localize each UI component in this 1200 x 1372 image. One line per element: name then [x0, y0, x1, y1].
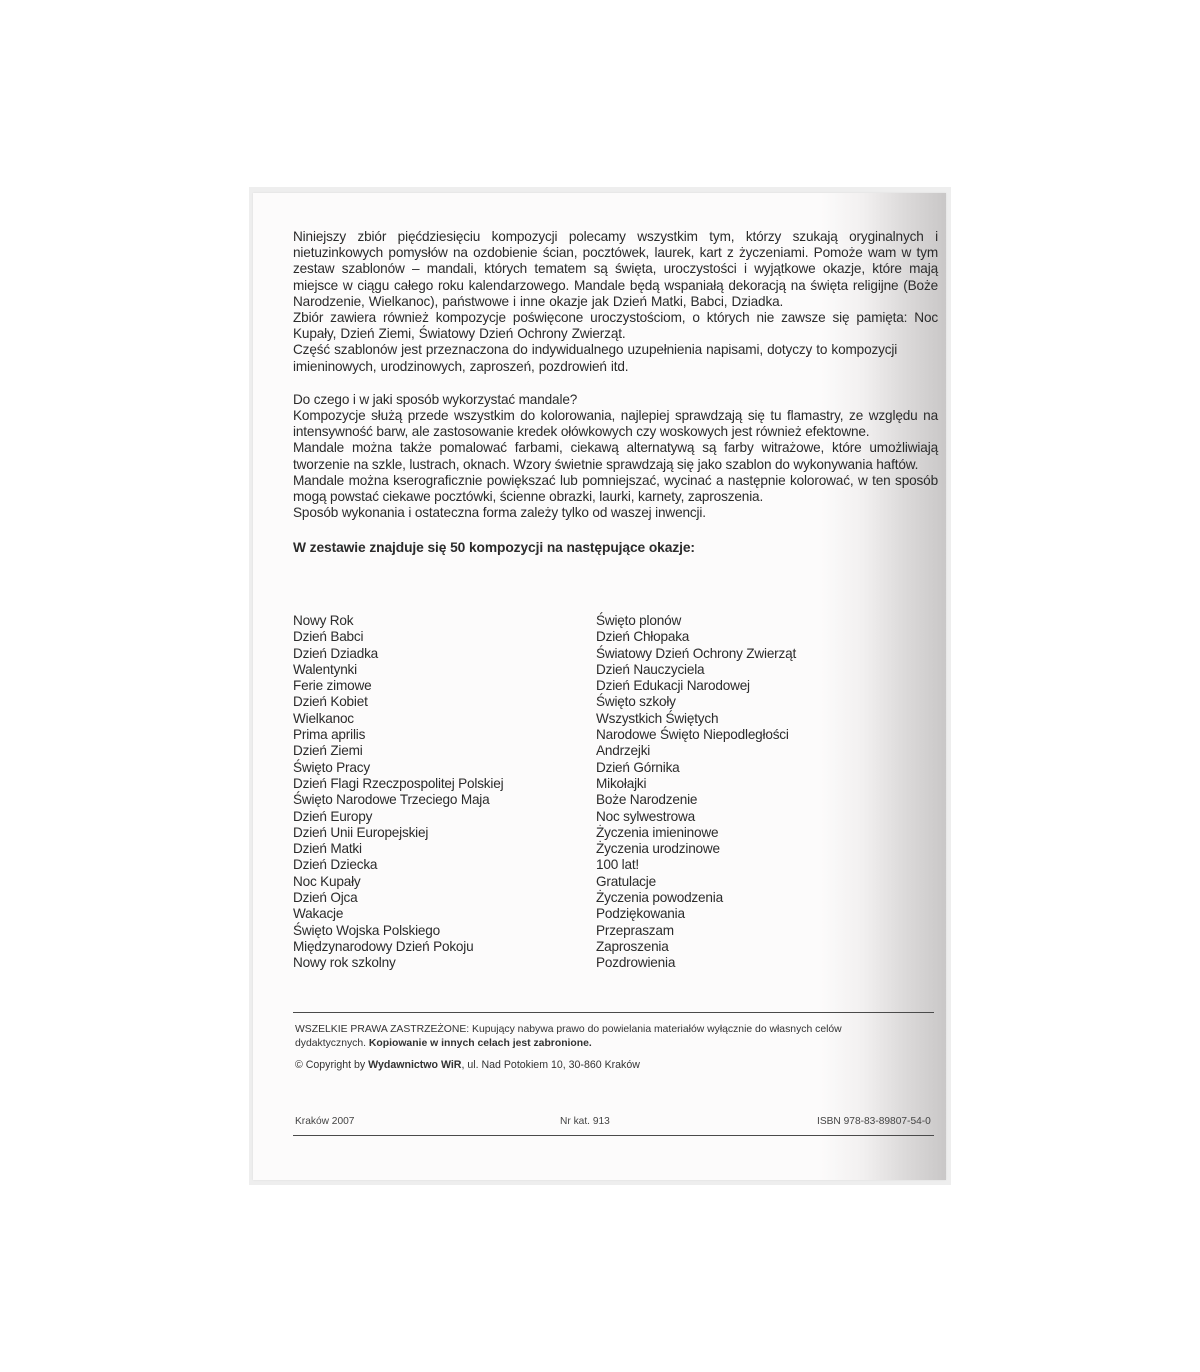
- occasion-item: Dzień Nauczyciela: [596, 661, 705, 677]
- occasion-item: Dzień Ziemi: [293, 743, 363, 759]
- occasion-item: Życzenia imieninowe: [596, 824, 719, 840]
- occasions-right-column: [596, 613, 796, 972]
- occasion-item: Dzień Europy: [293, 808, 373, 824]
- divider-bottom: [293, 1135, 934, 1136]
- occasion-item: Gratulacje: [596, 873, 656, 889]
- occasion-item: Boże Narodzenie: [596, 792, 698, 808]
- occasion-item: Nowy Rok: [293, 613, 354, 628]
- occasion-item: Święto Wojska Polskiego: [293, 922, 441, 938]
- usage-paragraph-2: Mandale można także pomalować farbami, ciekawą alternatywą są farby witrażowe, które umożliwiają tworzenie na szkle, lustrach, oknach. Wzory świetnie sprawdzają się jako szablon do wykonywania haftów.: [293, 440, 938, 472]
- intro-paragraph-2: Zbiór zawiera również kompozycje poświęcone uroczystościom, o których nie zawsze się pamięta: Noc Kupały, Dzień Ziemi, Światowy Dzień Ochrony Zwierząt.: [293, 310, 938, 342]
- occasion-item: Święto Narodowe Trzeciego Maja: [293, 792, 490, 808]
- occasions-left-column: [293, 613, 503, 972]
- occasion-item: Wielkanoc: [293, 710, 354, 726]
- usage-paragraph-4: Sposób wykonania i ostateczna forma zależy tylko od waszej inwencji.: [293, 505, 706, 521]
- rights-notice: [295, 1023, 855, 1052]
- copyright-prefix: © Copyright by: [295, 1059, 369, 1071]
- page-content: [293, 229, 938, 971]
- rights-bold-text: Kopiowanie w innych celach jest zabronione.: [368, 1038, 592, 1050]
- occasion-item: Andrzejki: [596, 743, 651, 759]
- occasion-item: Światowy Dzień Ochrony Zwierząt: [596, 645, 797, 661]
- occasions-heading: W zestawie znajduje się 50 kompozycji na następujące okazje:: [293, 540, 695, 556]
- occasion-item: Dzień Matki: [293, 841, 362, 857]
- usage-section: [293, 392, 938, 522]
- divider-top: [293, 1012, 934, 1013]
- occasion-item: Dzień Dziadka: [293, 645, 379, 661]
- occasion-item: Noc sylwestrowa: [596, 808, 695, 824]
- occasion-item: Międzynarodowy Dzień Pokoju: [293, 938, 474, 954]
- occasion-item: Narodowe Święto Niepodległości: [596, 727, 789, 743]
- intro-paragraph-3: Część szablonów jest przeznaczona do indywidualnego uzupełnienia napisami, dotyczy to kompozycji imieninowych, urodzinowych, zaproszeń, pozdrowień itd.: [293, 342, 898, 374]
- occasion-item: Dzień Kobiet: [293, 694, 368, 710]
- occasion-item: Dzień Babci: [293, 629, 364, 645]
- occasion-item: Życzenia powodzenia: [596, 890, 723, 906]
- occasion-item: Mikołajki: [596, 775, 647, 791]
- occasion-item: Noc Kupały: [293, 873, 361, 889]
- occasion-item: 100 lat!: [596, 857, 639, 873]
- intro-section: [293, 229, 938, 375]
- usage-question: Do czego i w jaki sposób wykorzystać mandale?: [293, 391, 578, 407]
- occasion-item: Życzenia urodzinowe: [596, 841, 720, 857]
- occasion-item: Dzień Górnika: [596, 759, 680, 775]
- occasion-item: Dzień Flagi Rzeczpospolitej Polskiej: [293, 775, 504, 791]
- occasion-item: Dzień Unii Europejskiej: [293, 824, 429, 840]
- occasion-item: Święto szkoły: [596, 694, 676, 710]
- intro-paragraph-1: Niniejszy zbiór pięćdziesięciu kompozycji polecamy wszystkim tym, którzy szukają oryginalnych i nietuzinkowych pomysłów na ozdobienie ścian, pocztówek, laurek, kart z życzeniami. Pomoże wam w tym zestaw szablonów – mandali, których tematem są święta, uroczystości i wyjątkowe okazje, które mają miejsce w ciągu całego roku kalendarzowego. Mandale będą wspaniałą dekoracją na święta religijne (Boże Narodzenie, Wielkanoc), państwowe i inne okazje jak Dzień Matki, Babci, Dziadka.: [293, 229, 938, 309]
- rights-text: WSZELKIE PRAWA ZASTRZEŻONE: Kupujący nabywa prawo do powielania materiałów wyłącznie do własnych celów dydaktycznych.: [295, 1024, 842, 1050]
- occasion-item: Przepraszam: [596, 922, 674, 938]
- occasion-item: Wszystkich Świętych: [596, 710, 719, 726]
- occasion-item: Prima aprilis: [293, 727, 366, 743]
- footer-place-year: Kraków 2007: [295, 1116, 355, 1127]
- occasion-item: Podziękowania: [596, 906, 685, 922]
- occasion-item: Święto Pracy: [293, 759, 370, 775]
- copyright-line: [295, 1059, 640, 1071]
- occasion-item: Dzień Dziecka: [293, 857, 378, 873]
- publisher-name: Wydawnictwo WiR: [368, 1059, 462, 1071]
- occasion-item: Nowy rok szkolny: [293, 955, 396, 971]
- occasion-item: Dzień Ojca: [293, 890, 358, 906]
- occasion-item: Święto plonów: [596, 613, 682, 628]
- occasion-item: Wakacje: [293, 906, 344, 922]
- publisher-address: , ul. Nad Potokiem 10, 30-860 Kraków: [461, 1059, 640, 1071]
- occasion-item: Pozdrowienia: [596, 955, 676, 971]
- footer-catalog-number: Nr kat. 913: [560, 1116, 610, 1127]
- footer-isbn: ISBN 978-83-89807-54-0: [817, 1116, 931, 1127]
- usage-paragraph-1: Kompozycje służą przede wszystkim do kolorowania, najlepiej sprawdzają się tu flamastry, ze względu na intensywność barw, ale zastosowanie kredek ołówkowych czy woskowych jest również efektowne.: [293, 408, 938, 440]
- occasion-item: Ferie zimowe: [293, 678, 372, 694]
- occasion-item: Dzień Chłopaka: [596, 629, 690, 645]
- usage-paragraph-3: Mandale można kserograficznie powiększać lub pomniejszać, wycinać a następnie kolorować, w ten sposób mogą powstać ciekawe pocztówki, ścienne obrazki, laurki, karnety, zaproszenia.: [293, 472, 938, 505]
- occasion-item: Dzień Edukacji Narodowej: [596, 678, 750, 694]
- occasion-item: Zaproszenia: [596, 938, 669, 954]
- occasion-item: Walentynki: [293, 661, 357, 677]
